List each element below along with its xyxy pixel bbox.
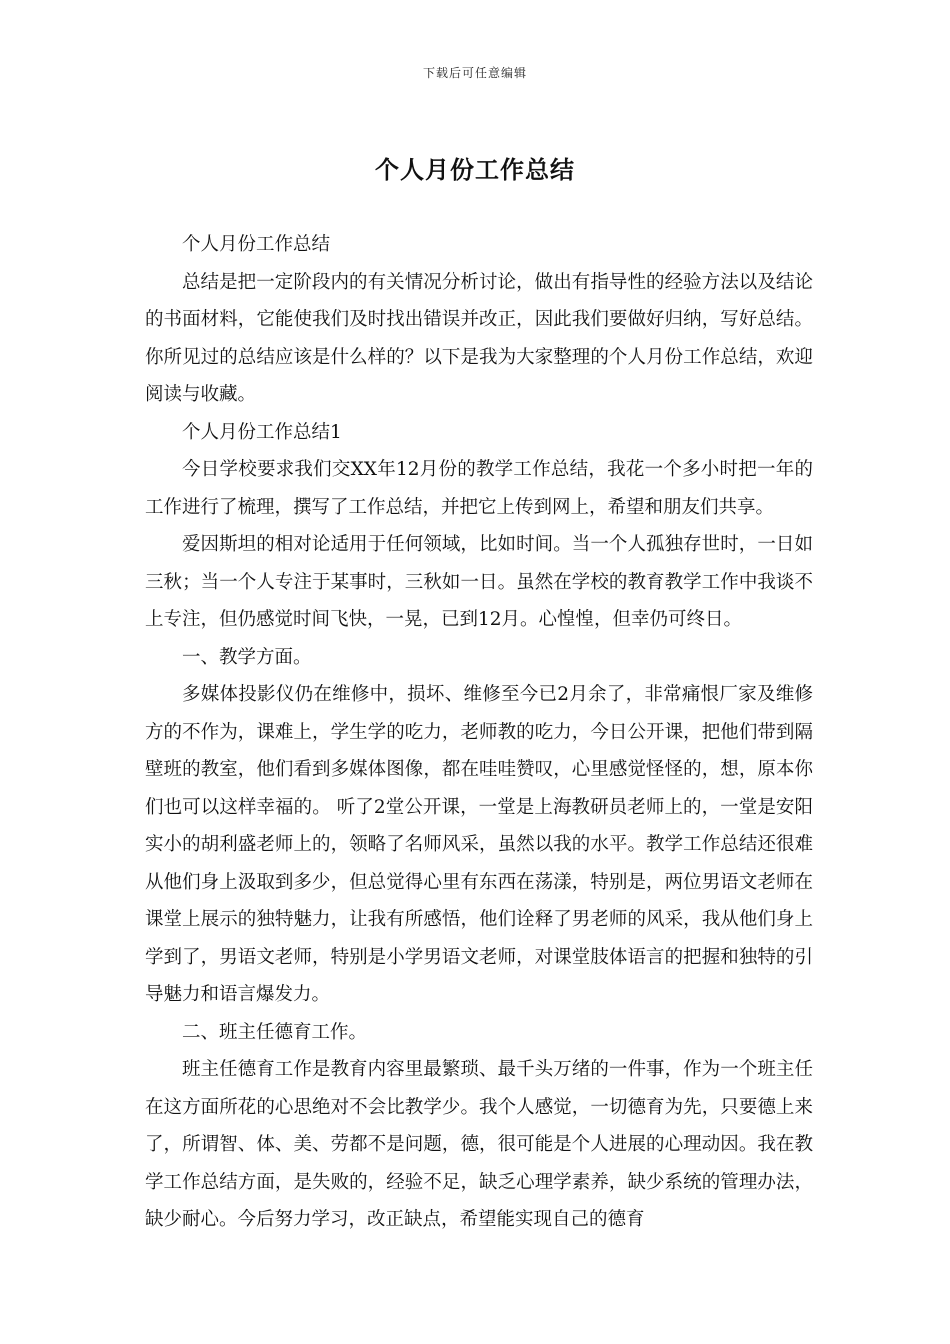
paragraph-subheading-teaching: 一、教学方面。 bbox=[182, 646, 312, 668]
document-title: 个人月份工作总结 bbox=[375, 155, 575, 184]
paragraph-subheading-moral-education: 二、班主任德育工作。 bbox=[182, 1021, 368, 1043]
paragraph: 多媒体投影仪仍在维修中，损坏、维修至今已2月余了，非常痛恨厂家及维修方的不作为，课难上，学生学的吃力，老师教的吃力，今日公开课，把他们带到隔壁班的教室，他们看到多媒体图像，都在哇哇赞叹，心里感觉怪怪的，想，原本你们也可以这样幸福的。 听了2堂公开课，一堂是上海教研员老师上的，一堂是安阳实小的胡利盛老师上的，领略了名师风采，虽然以我的水平。教学工作总结还很难从他们身上汲取到多少，但总觉得心里有东西在荡漾，特别是，两位男语文老师在课堂上展示的独特魅力，让我有所感悟，他们诠释了男老师的风采，我从他们身上学到了，男语文老师，特别是小学男语文老师，对课堂肢体语言的把握和独特的引导魅力和语言爆发力。 bbox=[145, 684, 813, 1005]
document-body bbox=[145, 226, 813, 1239]
paragraph: 爱因斯坦的相对论适用于任何领域，比如时间。当一个人孤独存世时，一日如三秋；当一个人专注于某事时，三秋如一日。虽然在学校的教育教学工作中我谈不上专注，但仍感觉时间飞快，一晃，已到12月。心惶惶，但幸仍可终日。 bbox=[145, 534, 813, 630]
paragraph-intro: 总结是把一定阶段内的有关情况分析讨论，做出有指导性的经验方法以及结论的书面材料，它能使我们及时找出错误并改正，因此我们要做好归纳，写好总结。你所见过的总结应该是什么样的？以下是我为大家整理的个人月份工作总结，欢迎阅读与收藏。 bbox=[145, 271, 813, 405]
paragraph: 班主任德育工作是教育内容里最繁琐、最千头万绪的一件事，作为一个班主任在这方面所花的心思绝对不会比教学少。我个人感觉，一切德育为先，只要德上来了，所谓智、体、美、劳都不是问题，德，很可能是个人进展的心理动因。我在教学工作总结方面，是失败的，经验不足，缺乏心理学素养，缺少系统的管理办法，缺少耐心。今后努力学习，改正缺点，希望能实现自己的德育 bbox=[145, 1059, 813, 1230]
paragraph-intro-heading: 个人月份工作总结 bbox=[182, 234, 331, 255]
paragraph: 今日学校要求我们交XX年12月份的教学工作总结，我花一个多小时把一年的工作进行了梳理，撰写了工作总结，并把它上传到网上，希望和朋友们共享。 bbox=[145, 459, 813, 518]
header-note: 下载后可任意编辑 bbox=[422, 66, 527, 80]
paragraph-section-heading: 个人月份工作总结1 bbox=[182, 421, 342, 443]
